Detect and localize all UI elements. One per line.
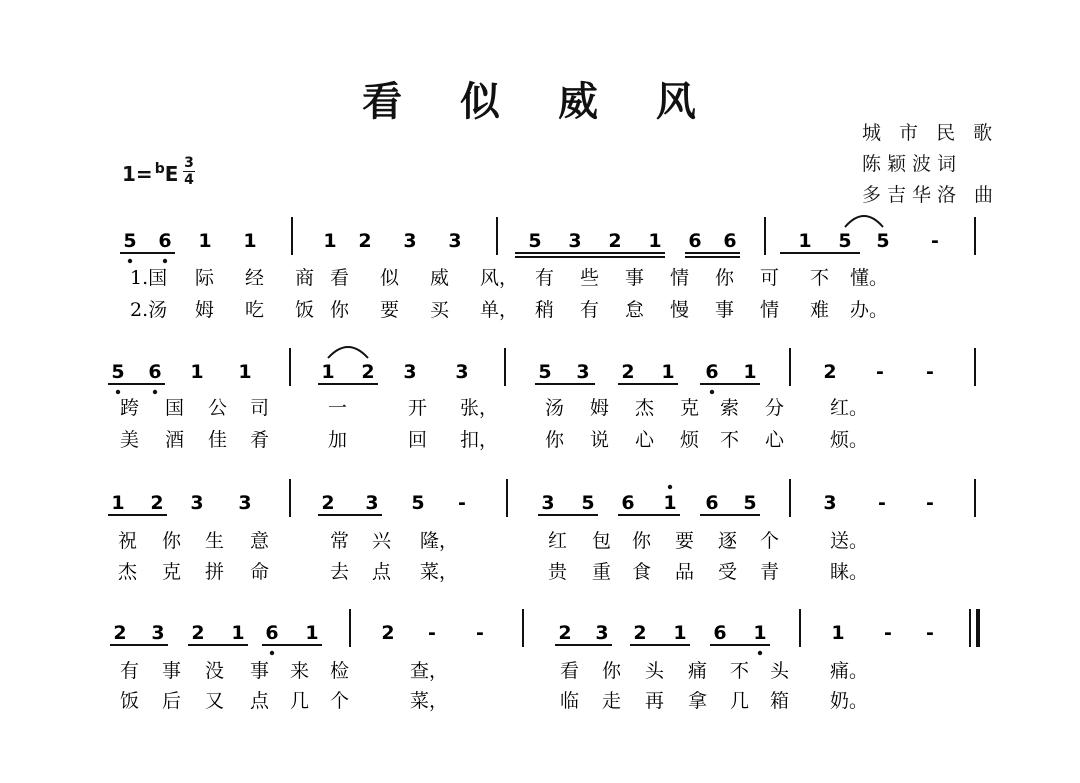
lyric-verse1: 杰 [635,397,655,419]
lyric-verse1: 检 [330,660,350,682]
lyric-verse1: 有 [120,660,140,682]
note-digit: 1 [743,361,757,383]
lyric-verse1: 跨 [120,397,140,419]
lyric-verse2: 杰 [118,561,138,583]
octave-low-dot [758,651,762,655]
note-digit: 6 [705,361,719,383]
lyric-verse2: 烦 [680,429,700,451]
lyric-verse1: 头 [770,660,790,682]
key-prefix: 1= [122,162,153,186]
lyric-verse1: 你 [632,530,652,552]
lyric-verse1: 你 [162,530,182,552]
lyric-verse2: 奶。 [830,690,869,712]
lyric-verse1: 痛 [688,660,708,682]
lyric-verse1: 兴 [372,530,392,552]
lyric-verse2: 饭 [120,690,140,712]
lyric-verse1: 威 [430,267,450,289]
note-digit: 1 [798,230,812,252]
lyric-verse2: 菜， [410,690,449,712]
lyric-verse2: 去 [330,561,350,583]
lyric-verse1: 分 [765,397,785,419]
lyric-verse2: 个 [330,690,350,712]
note-digit: 6 [723,230,737,252]
note-digit: 3 [448,230,462,252]
lyric-verse2: 菜， [420,561,459,583]
lyric-verse1: 常 [330,530,350,552]
octave-low-dot [153,390,157,394]
lyric-verse2: 事 [715,299,735,321]
lyric-verse2: 慢 [670,299,690,321]
lyric-verse1: 红 [548,530,568,552]
lyric-verse2: 心 [635,429,655,451]
note-digit: 1 [305,622,319,644]
lyric-verse2: 扣， [460,429,499,451]
note-digit: 1 [231,622,245,644]
lyric-verse2: 不 [720,429,740,451]
lyric-verse1: 经 [245,267,265,289]
lyric-verse2: 食 [632,561,652,583]
note-digit: 1 [238,361,252,383]
lyric-verse1: 事 [162,660,182,682]
note-digit: 6 [621,492,635,514]
lyric-verse2: 回 [408,429,428,451]
lyric-verse2: 点 [250,690,270,712]
note-digit: 2 [321,492,335,514]
note-digit: 1 [673,622,687,644]
dash-mark: - [428,622,436,644]
lyric-verse2: 买 [430,299,450,321]
lyric-verse1: 情 [670,267,690,289]
dash-mark: - [458,492,466,514]
lyric-verse2: 烦。 [830,429,869,451]
lyric-verse2: 情 [760,299,780,321]
lyric-verse1: 隆， [420,530,459,552]
note-digit: 2 [150,492,164,514]
dash-mark: - [878,492,886,514]
note-digit: 5 [581,492,595,514]
note-digit: 1 [831,622,845,644]
lyric-verse2: 饭 [295,299,315,321]
lyric-verse1: 风， [480,267,519,289]
lyric-verse1: 要 [675,530,695,552]
lyric-verse1: 克 [680,397,700,419]
lyric-verse2: 怠 [625,299,645,321]
tie-arc [328,347,368,358]
lyric-verse2: 后 [162,690,182,712]
note-digit: 6 [688,230,702,252]
lyric-verse1: 国 [165,397,185,419]
note-digit: 6 [148,361,162,383]
note-digit: 2 [113,622,127,644]
note-digit: 3 [403,230,417,252]
note-digit: 3 [151,622,165,644]
note-digit: 1 [321,361,335,383]
lyric-verse1: 意 [250,530,270,552]
dash-mark: - [926,492,934,514]
lyric-verse1: 看 [560,660,580,682]
time-top: 3 [184,155,194,171]
lyric-verse2: 你 [545,429,565,451]
dash-mark: - [926,361,934,383]
lyric-verse1: 事 [625,267,645,289]
song-title: 看 似 威 风 [362,78,718,125]
lyric-verse2: 2.汤 [130,299,168,321]
lyric-verse1: 司 [250,397,270,419]
lyric-verse2: 再 [645,690,665,712]
lyric-verse2: 箱 [770,690,790,712]
note-digit: 3 [823,492,837,514]
lyric-verse1: 头 [645,660,665,682]
note-digit: 6 [705,492,719,514]
note-digit: 1 [753,622,767,644]
dash-mark: - [476,622,484,644]
lyric-verse1: 你 [602,660,622,682]
lyric-verse2: 走 [602,690,622,712]
octave-low-dot [270,651,274,655]
note-digit: 5 [876,230,890,252]
octave-low-dot [163,259,167,263]
lyric-verse1: 个 [760,530,780,552]
lyric-verse2: 稍 [535,299,555,321]
note-digit: 1 [661,361,675,383]
note-digit: 6 [265,622,279,644]
lyric-verse2: 肴 [250,429,270,451]
note-digit: 1 [323,230,337,252]
lyric-verse1: 不 [810,267,830,289]
note-digit: 5 [528,230,542,252]
octave-low-dot [116,390,120,394]
lyric-verse1: 可 [760,267,780,289]
lyric-verse2: 几 [290,690,310,712]
lyric-verse1: 汤 [545,397,565,419]
note-digit: 1 [190,361,204,383]
note-digit: 3 [568,230,582,252]
lyric-verse1: 没 [205,660,225,682]
key-note: E [164,162,179,186]
note-digit: 5 [838,230,852,252]
lyric-verse1: 似 [380,267,400,289]
note-digit: 3 [238,492,252,514]
note-digit: 2 [823,361,837,383]
lyric-verse2: 你 [330,299,350,321]
note-digit: 2 [558,622,572,644]
lyric-verse2: 单， [480,299,519,321]
note-digit: 5 [111,361,125,383]
note-digit: 5 [538,361,552,383]
note-digit: 5 [743,492,757,514]
lyric-verse1: 祝 [118,530,138,552]
note-digit: 2 [381,622,395,644]
credit-lyricist: 陈颖波词 [862,153,963,175]
lyric-verse2: 佳 [208,429,228,451]
lyric-verse2: 有 [580,299,600,321]
note-digit: 5 [411,492,425,514]
lyric-verse2: 心 [765,429,785,451]
note-digit: 2 [361,361,375,383]
note-digit: 5 [123,230,137,252]
lyric-verse2: 说 [590,429,610,451]
lyric-verse2: 睐。 [830,561,869,583]
octave-low-dot [128,259,132,263]
note-digit: 2 [621,361,635,383]
flat-sign: b [154,161,165,177]
lyric-verse2: 难 [810,299,830,321]
lyric-verse1: 包 [592,530,612,552]
credit-composer: 多吉华洛 曲 [862,184,1000,206]
lyric-verse1: 商 [295,267,315,289]
lyric-verse1: 生 [205,530,225,552]
lyric-verse2: 姆 [195,299,215,321]
lyric-verse2: 美 [120,429,140,451]
lyric-verse1: 开 [408,397,428,419]
lyric-verse2: 品 [675,561,695,583]
note-digit: 3 [455,361,469,383]
lyric-verse1: 痛。 [830,660,869,682]
note-digit: 3 [403,361,417,383]
note-digit: 1 [648,230,662,252]
lyric-verse1: 有 [535,267,555,289]
lyric-verse2: 受 [718,561,738,583]
lyric-verse1: 送。 [830,530,869,552]
lyric-verse1: 些 [580,267,600,289]
lyric-verse2: 青 [760,561,780,583]
octave-high-dot [668,485,672,489]
lyric-verse2: 吃 [245,299,265,321]
lyric-verse1: 一 [328,397,348,419]
note-digit: 2 [358,230,372,252]
lyric-verse1: 姆 [590,397,610,419]
lyric-verse2: 临 [560,690,580,712]
dash-mark: - [926,622,934,644]
lyric-verse2: 加 [328,429,348,451]
note-digit: 1 [663,492,677,514]
lyric-verse2: 克 [162,561,182,583]
note-digit: 3 [576,361,590,383]
lyric-verse1: 看 [330,267,350,289]
note-digit: 3 [190,492,204,514]
note-digit: 1 [243,230,257,252]
lyric-verse1: 查， [410,660,449,682]
lyric-verse1: 逐 [718,530,738,552]
lyric-verse2: 酒 [165,429,185,451]
lyric-verse2: 要 [380,299,400,321]
lyric-verse1: 红。 [830,397,869,419]
note-digit: 3 [595,622,609,644]
lyric-verse2: 点 [372,561,392,583]
dash-mark: - [876,361,884,383]
lyric-verse2: 贵 [548,561,568,583]
lyric-verse1: 来 [290,660,310,682]
credit-origin: 城 市 民 歌 [862,122,999,144]
lyric-verse2: 拿 [688,690,708,712]
note-digit: 2 [608,230,622,252]
lyric-verse1: 际 [195,267,215,289]
note-digit: 3 [541,492,555,514]
lyric-verse2: 又 [205,690,225,712]
lyric-verse1: 你 [715,267,735,289]
note-digit: 1 [198,230,212,252]
note-digit: 3 [365,492,379,514]
lyric-verse2: 几 [730,690,750,712]
note-digit: 2 [633,622,647,644]
lyric-verse2: 重 [592,561,612,583]
note-digit: 1 [111,492,125,514]
note-digit: 6 [713,622,727,644]
lyric-verse1: 公 [208,397,228,419]
lyric-verse2: 拼 [205,561,225,583]
time-bottom: 4 [184,172,194,188]
dash-mark: - [931,230,939,252]
note-digit: 6 [158,230,172,252]
dash-mark: - [884,622,892,644]
note-digit: 2 [191,622,205,644]
lyric-verse2: 办。 [850,299,889,321]
lyric-verse1: 索 [720,397,740,419]
lyric-verse1: 事 [250,660,270,682]
lyric-verse2: 命 [250,561,270,583]
tie-arc [845,216,883,227]
lyric-verse1: 张， [460,397,499,419]
lyric-verse1: 不 [730,660,750,682]
lyric-verse1: 懂。 [850,267,889,289]
lyric-verse1: 1.国 [130,267,168,289]
octave-low-dot [710,390,714,394]
